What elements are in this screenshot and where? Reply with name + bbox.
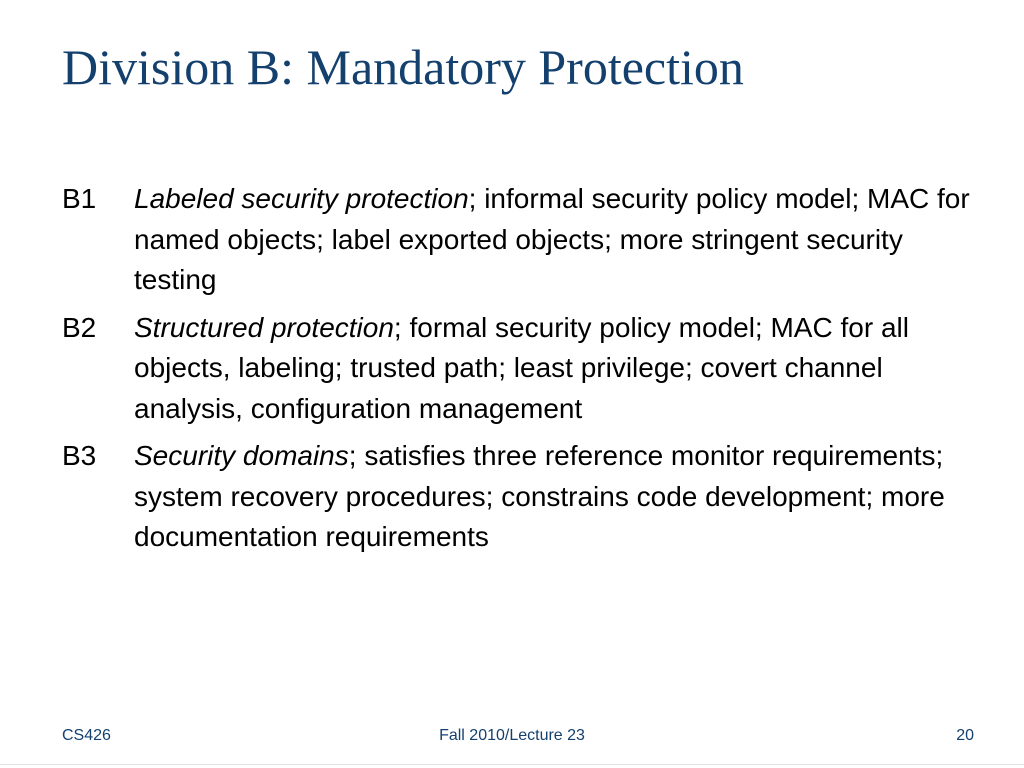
item-name: Security domains	[134, 440, 349, 471]
division-list	[62, 179, 982, 565]
slide-title: Division B: Mandatory Protection	[62, 39, 744, 95]
footer-page-number: 20	[956, 727, 974, 744]
list-item-b3	[62, 436, 982, 558]
item-description: ; satisfies three reference monitor requirements; system recovery procedures; constrains code development; more documentation requirements	[134, 440, 945, 552]
item-code: B3	[62, 440, 97, 471]
list-item-b1	[62, 179, 982, 301]
item-code: B2	[62, 311, 97, 343]
item-description: ; formal security policy model; MAC for all objects, labeling; trusted path; least privilege; covert channel analysis, configuration management	[134, 311, 909, 424]
item-name: Structured protection	[134, 311, 394, 343]
bottom-divider	[0, 764, 1024, 765]
item-description: ; informal security policy model; MAC for named objects; label exported objects; more stringent security testing	[134, 183, 970, 295]
item-code: B1	[62, 183, 97, 214]
footer-lecture: Fall 2010/Lecture 23	[439, 727, 585, 744]
footer-course: CS426	[62, 727, 111, 744]
list-item-b2	[62, 308, 982, 430]
item-name: Labeled security protection	[134, 183, 469, 214]
